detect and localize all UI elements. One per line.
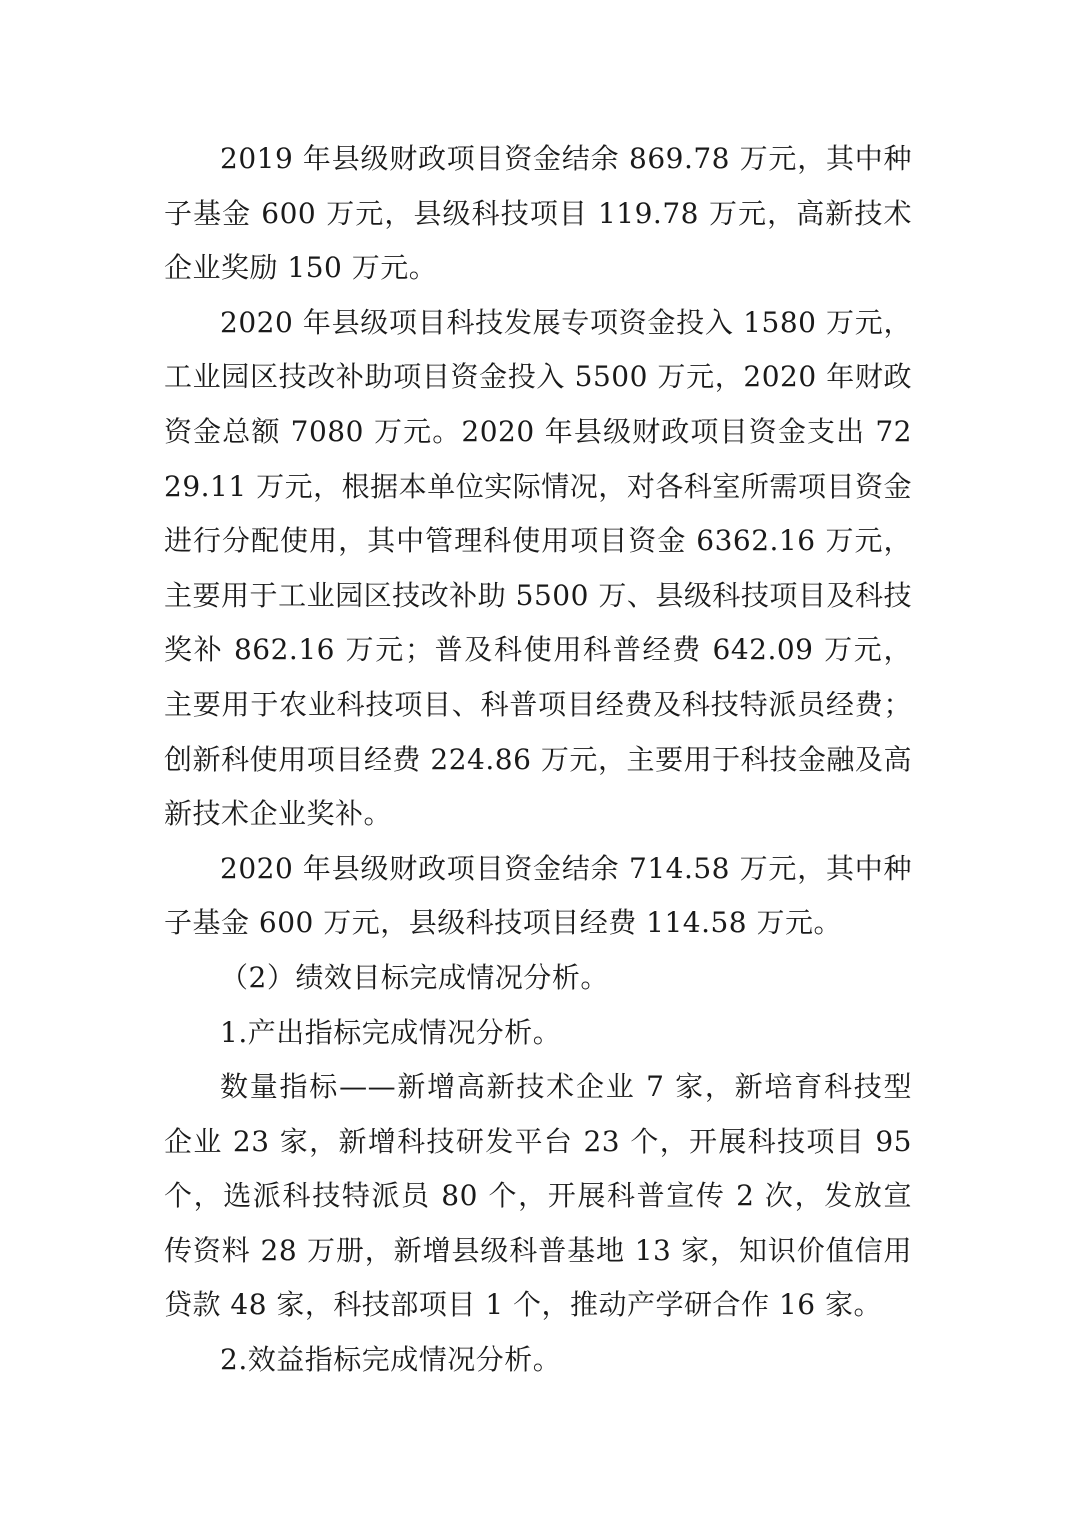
subheading-benefit-indicators: 2.效益指标完成情况分析。 xyxy=(220,1343,562,1377)
paragraph-2020-balance: 2020 年县级财政项目资金结余 714.58 万元，其中种子基金 600 万元，县级科技项目经费 114.58 万元。 xyxy=(164,851,912,940)
document-body xyxy=(164,132,912,1388)
subheading-output-indicators: 1.产出指标完成情况分析。 xyxy=(220,1015,562,1049)
paragraph-2020-funding: 2020 年县级项目科技发展专项资金投入 1580 万元，工业园区技改补助项目资金投入 5500 万元，2020 年财政资金总额 7080 万元。2020 年县级财政项目资金支出 7229.11 万元，根据本单位实际情况，对各科室所需项目资金进行分配使用，其中管理科使用项目资金 6362.16 万元，主要用于工业园区技改补助 5500 万、县级科技项目及科技奖补 862.16 万元；普及科使用科普经费 642.09 万元，主要用于农业科技项目、科普项目经费及科技特派员经费；创新科使用项目经费 224.86 万元，主要用于科技金融及高新技术企业奖补。 xyxy=(164,305,912,831)
paragraph-2019-balance: 2019 年县级财政项目资金结余 869.78 万元，其中种子基金 600 万元，县级科技项目 119.78 万元，高新技术企业奖励 150 万元。 xyxy=(164,142,912,285)
section-heading-performance: （2）绩效目标完成情况分析。 xyxy=(220,960,609,994)
paragraph-quantity-indicators: 数量指标——新增高新技术企业 7 家，新培育科技型企业 23 家，新增科技研发平台 23 个，开展科技项目 95 个，选派科技特派员 80 个，开展科普宣传 2 次，发放宣传资料 28 万册，新增县级科普基地 13 家，知识价值信用贷款 48 家，科技部项目 1 个，推动产学研合作 16 家。 xyxy=(164,1070,912,1322)
